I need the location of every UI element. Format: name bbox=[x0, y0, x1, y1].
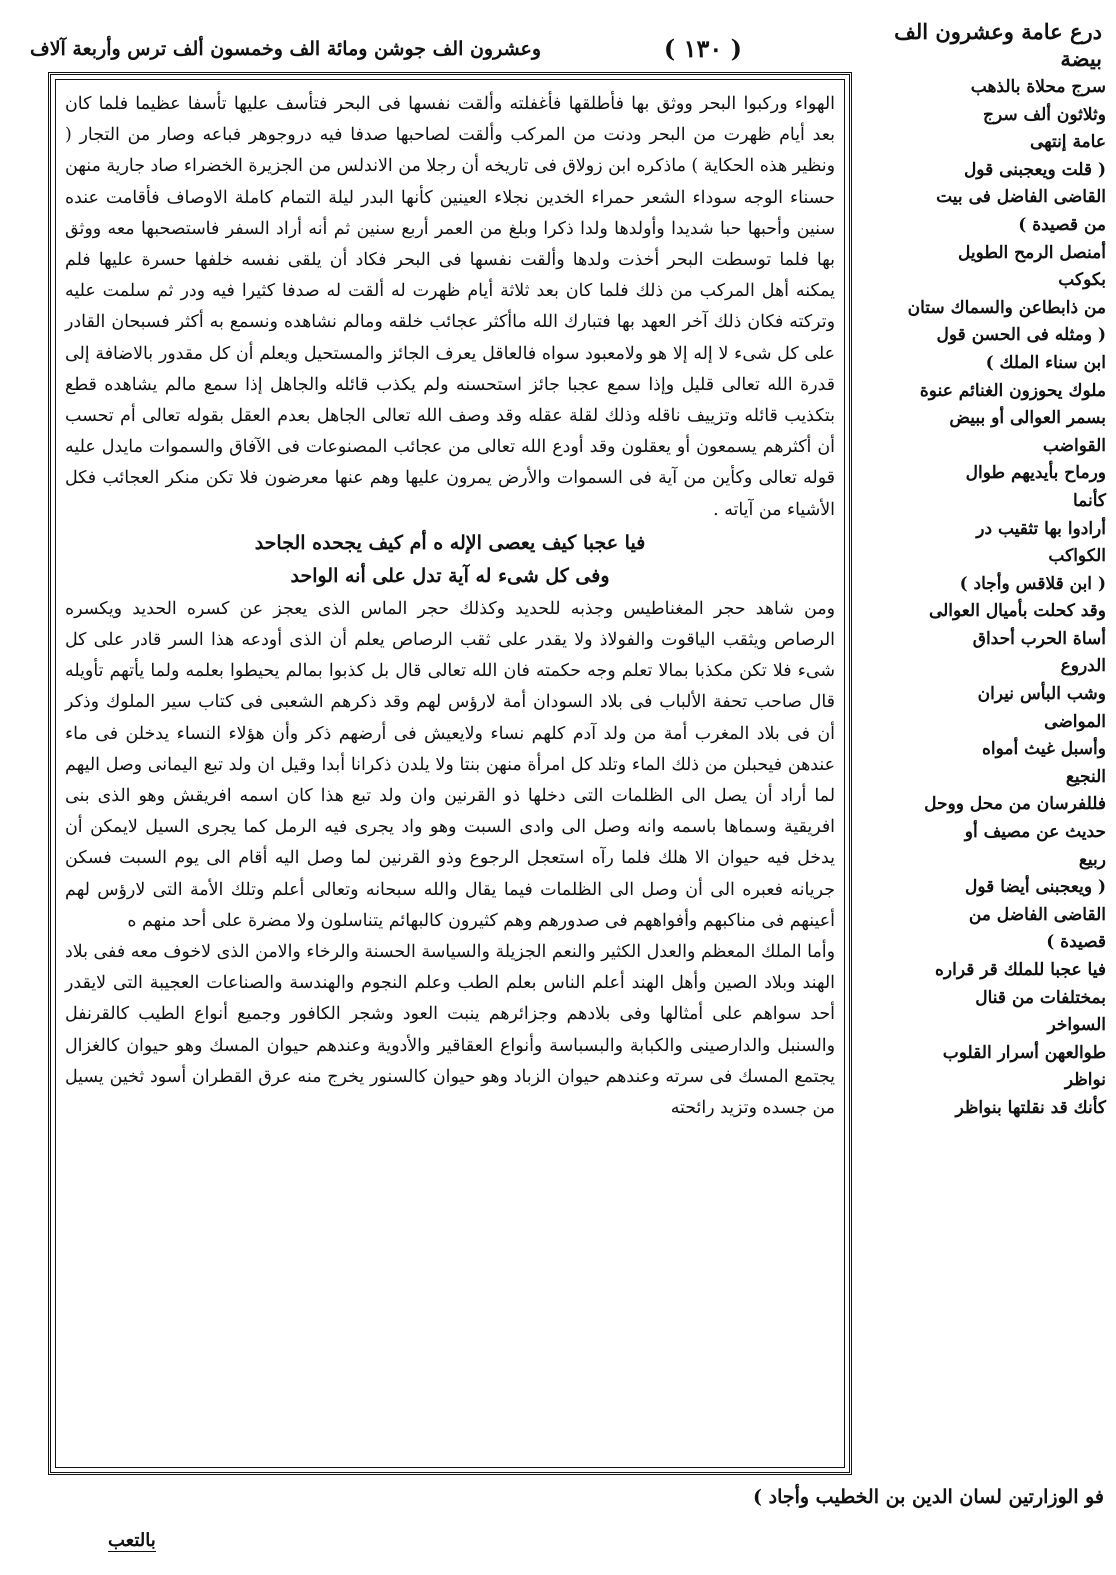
margin-commentary bbox=[862, 74, 1106, 1123]
margin-line: قصيدة ) bbox=[1046, 932, 1106, 953]
verse-line: فيا عجبا كيف يعصى الإله ه أم كيف يجحده الجاحد bbox=[254, 531, 646, 554]
catchword: بالتعب bbox=[108, 1530, 156, 1551]
margin-line: المواضى bbox=[1044, 711, 1106, 732]
page-number: ( ١٣٠ ) bbox=[663, 34, 742, 63]
margin-line: ربيع bbox=[1078, 849, 1106, 870]
margin-line: كأنك قد نقلتها بنواظر bbox=[955, 1097, 1106, 1118]
margin-line: ( قلت ويعجبنى قول bbox=[963, 159, 1106, 180]
margin-line: النجيع bbox=[1065, 766, 1106, 787]
margin-line: نواظر bbox=[1064, 1070, 1106, 1091]
margin-line: وشب البأس نيران bbox=[977, 684, 1106, 705]
main-paragraph: وأما الملك المعظم والعدل الكثير والنعم الجزيلة والسياسة الحسنة والرخاء والامن الذى لاخوف معه ففى بلاد الهند وبلاد الصين وأهل الهند أعلم الناس بعلم الطب وعلم النجوم والهندسة والصناعات العجيبة التى لايقدر أحد سواهم على أمثالها وفى بلادهم وجزائرهم ينبت العود وشجر الكافور وجميع أنواع الطيب كالقرنفل والسنبل والدارصينى والكبابة والبسباسة وأنواع العقاقير والأدوية وعندهم حيوان المسك وهو حيوان كالغزال يجتمع المسك فى سرته وعندهم حيوان الزباد وهو حيوان كالسنور يخرج منه عرق القطران أسود ثخين يسيل من جسده وتزيد رائحته bbox=[65, 942, 835, 1119]
margin-line: حديث عن مصيف أو bbox=[964, 822, 1106, 843]
running-header bbox=[30, 34, 750, 63]
margin-line: أساة الحرب أحداق bbox=[972, 628, 1106, 649]
margin-line: بسمر العوالى أو ببيض bbox=[949, 408, 1106, 429]
margin-line: كأنما bbox=[1072, 490, 1106, 511]
margin-line: وقد كحلت بأميال العوالى bbox=[928, 601, 1106, 622]
main-text-block bbox=[48, 72, 852, 1475]
main-paragraph: الهواء وركبوا البحر ووثق بها فأطلقها فأغفلته وألقت نفسها فى البحر فتأسف عليها تأسفا عظيما فلما كان بعد أيام ظهرت من البحر ودنت من المركب وألقت لصاحبها صدفا فيه دروجوهر فباعه وصار من التجار ( ونظير هذه الحكاية ) ماذكره ابن زولاق فى تاريخه أن رجلا من الاندلس من الجزيرة الخضراء صاد جارية منهن حسناء الوجه سوداء الشعر حمراء الخدين نجلاء العينين كأنها البدر ليلة التمام كاملة الاوصاف فأقامت عنده سنين وأحبها حبا شديدا وأولدها ولدا ذكرا وبلغ من العمر أربع سنين ثم أنه أراد السفر فاستصحبها معه ووثق بها فلما توسطت البحر أخذت ولدها وألقت نفسها فى البحر فكاد أن يلقى نفسه خلفها حسرة عليها فلم يمكنه أهل المركب من ذلك فلما كان بعد ثلاثة أيام ظهرت له ألقت له صدفا كثيرا فيه ودر ثم سلمت عليه وتركته فكان ذلك آخر العهد بها فتبارك الله ماأكثر عجائب خلقه ومالم نشاهده ونسمع به أكثر فسبحان القادر على كل شىء لا إله إلا هو ولامعبود سواه فالعاقل يعرف الجائز والمستحيل ويعلم أن كل مقدور بالاضافة إلى قدرة الله تعالى قليل وإذا سمع عجبا جائز استحسنه ولم يكذب قائله والجاهل إذا سمع مالم يشاهده قطع بتكذيب قائله وتزييف ناقله وذلك لقلة عقله وقد وصف الله تعالى الجاهل بعدم العقل بقوله تعالى أم تحسب أن أكثرهم يسمعون أو يعقلون وقد أودع الله تعالى من عجائب المصنوعات فى الآفاق والسموات مايدل عليه قوله تعالى وكأين من آية فى السموات والأرض يمرون عليها وهم عنها معرضون فلا تكن منكر العجائب فكل الأشياء من آياته . bbox=[65, 94, 835, 520]
margin-line: بمختلفات من قنال bbox=[975, 987, 1106, 1008]
margin-line: أرادوا بها تثقيب در bbox=[976, 518, 1106, 539]
margin-line: القاضى الفاضل فى بيت bbox=[936, 187, 1106, 208]
margin-line: وأسبل غيث أمواه bbox=[982, 739, 1106, 760]
margin-line: فللفرسان من محل ووحل bbox=[924, 794, 1106, 815]
margin-line: ( ابن قلاقس وأجاد ) bbox=[959, 573, 1106, 594]
margin-line: الدروع bbox=[1060, 656, 1106, 677]
margin-line: السواخر bbox=[1047, 1015, 1106, 1036]
margin-line: عامة إنتهى bbox=[1029, 132, 1106, 153]
verse-line: وفى كل شىء له آية تدل على أنه الواحد bbox=[290, 564, 610, 587]
header-center-text: وعشرون الف جوشن ومائة الف وخمسون ألف ترس وأربعة آلاف bbox=[30, 37, 542, 60]
margin-line: ملوك يحوزون الغنائم عنوة bbox=[919, 380, 1106, 401]
margin-line: ابن سناء الملك ) bbox=[985, 352, 1106, 373]
margin-line: القاضى الفاضل من bbox=[968, 904, 1106, 925]
margin-line: سرج محلاة بالذهب bbox=[970, 77, 1106, 97]
footer-text: فو الوزارتين لسان الدين بن الخطيب وأجاد ) bbox=[753, 1486, 1104, 1508]
margin-line: القواضب bbox=[1042, 435, 1106, 456]
margin-line: وثلاثون ألف سرج bbox=[982, 104, 1106, 125]
margin-line: ( ويعجبنى أيضا قول bbox=[965, 877, 1106, 898]
margin-line: أمنصل الرمح الطويل bbox=[957, 242, 1106, 263]
margin-line: من ذابطاعن والسماك ستان bbox=[907, 297, 1106, 318]
margin-line: ( ومثله فى الحسن قول bbox=[936, 325, 1106, 346]
margin-line: ورماح بأيديهم طوال bbox=[965, 463, 1106, 484]
margin-line: من قصيدة ) bbox=[1018, 214, 1106, 235]
margin-line: فيا عجبا للملك قر قراره bbox=[935, 960, 1106, 980]
header-right-text: درع عامة وعشرون الف بيضة bbox=[894, 19, 1102, 72]
margin-line: بكوكب bbox=[1058, 270, 1106, 291]
margin-line: الكواكب bbox=[1048, 546, 1106, 567]
margin-line: طوالعهن أسرار القلوب bbox=[942, 1042, 1106, 1063]
main-paragraph: ومن شاهد حجر المغناطيس وجذبه للحديد وكذلك حجر الماس الذى يعجز عن كسره الحديد ويكسره الرصاص ويثقب الياقوت والفولاذ ولا يقدر على ثقب الرصاص يعلم أن الذى أودعه هذا السر قادر على كل شىء فلا تكن مكذبا بمالا تعلم وجه حكمته فان الله تعالى قال بل كذبوا بمالم يحيطوا بعلمه ولما يأتهم تأويله قال صاحب تحفة الألباب فى بلاد السودان أمة لارؤس لهم وقد ذكرهم الشعبى فى كتاب سير الملوك وذكر أن فى بلاد المغرب أمة من ولد آدم كلهم نساء ولايعيش فى أرضهم ذكر وأن هؤلاء النساء يدخلن فى ماء عندهن فيحبلن من ذلك الماء وتلد كل امرأة منهن بنتا ولا يلدن ذكرانا أبدا وقيل ان ولد تبع اليمانى وصل اليهم لما أراد أن يصل الى الظلمات التى دخلها ذو القرنين وان ولد تبع هذا كان اسمه افريقش وهو الذى بنى افريقية وسماها باسمه وانه وصل الى وادى السبت وهو واد يجرى فيه الرمل كما يجرى السيل لايمكن أن يدخل فيه حيوان الا هلك فلما رآه استعجل الرجوع وذو القرنين لما وصل اليه أقام الى يوم السبت فسكن جريانه فعبره الى أن وصل الى الظلمات فيما يقال والله سبحانه وتعالى أعلم وتلك الأمة التى لارؤس لهم أعينهم فى مناكبهم وأفواههم فى صدورهم وهم كثيرون كالبهائم يتناسلون ولا مضرة على أحد منهم ه bbox=[65, 598, 835, 931]
